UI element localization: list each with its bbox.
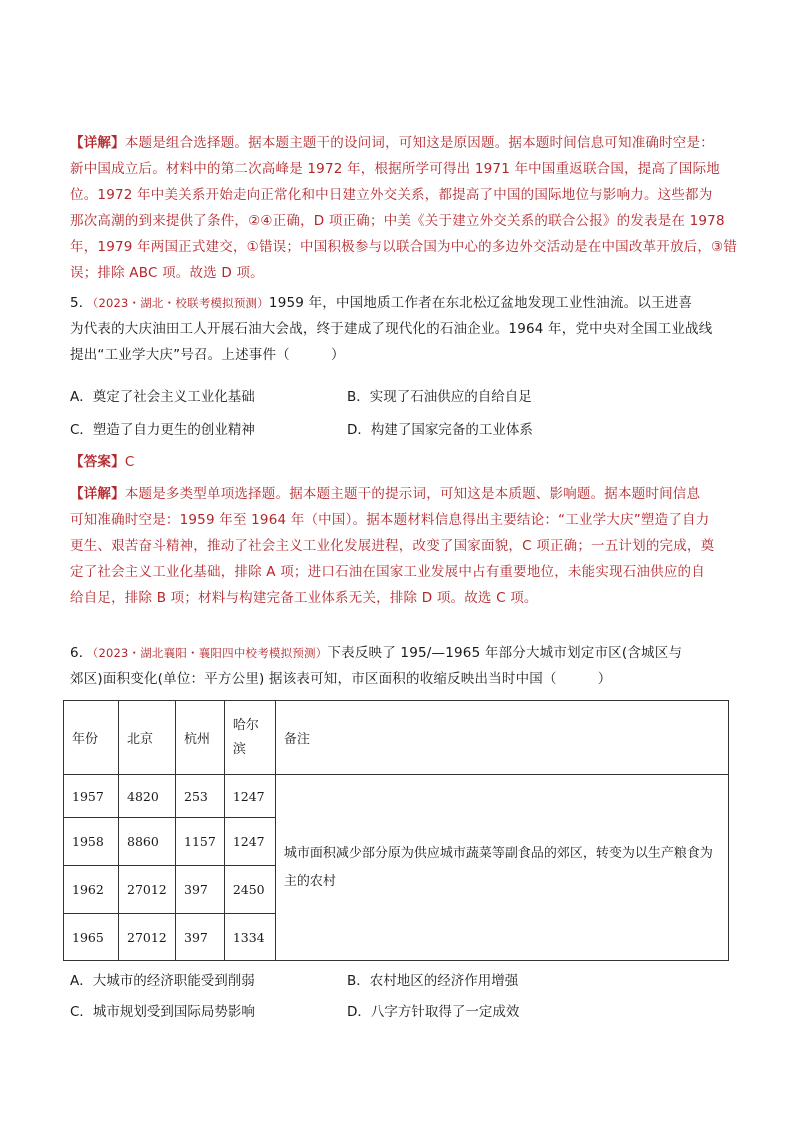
detail-text: 误；排除 ABC 项。故选 D 项。	[70, 265, 264, 281]
q6-options-row2	[70, 999, 730, 1025]
question-number: 5．	[70, 295, 93, 311]
table-cell: 2450	[224, 866, 275, 914]
table-cell: 397	[176, 914, 225, 961]
detail-tag: 【详解】	[70, 486, 125, 502]
table-cell: 8860	[119, 818, 176, 866]
table-cell: 397	[176, 866, 225, 914]
table-row	[64, 775, 729, 818]
table-header-cell: 杭州	[176, 701, 225, 775]
detail-text: 给自足，排除 B 项；材料与构建完备工业体系无关，排除 D 项。故选 C 项。	[70, 590, 538, 606]
table-cell: 1957	[64, 775, 119, 818]
area-table	[63, 700, 729, 961]
q5-detail	[70, 481, 730, 611]
table-cell: 1962	[64, 866, 119, 914]
detail-text: 那次高潮的到来提供了条件，②④正确，D 项正确；中美《关于建立外交关系的联合公报》的发表是在 1978	[70, 213, 725, 229]
detail-text: 位。1972 年中美关系开始走向正常化和中日建立外交关系，都提高了中国的国际地位与影响力。这些都为	[70, 187, 713, 203]
question-source: （2023・湖北襄阳・襄阳四中校考模拟预测）	[92, 646, 328, 660]
q5-options-row2	[70, 417, 730, 443]
detail-text: 定了社会主义工业化基础，排除 A 项；进口石油在国家工业发展中占有重要地位，未能实现石油供应的自	[70, 564, 705, 580]
detail-tag: 【详解】	[70, 135, 125, 151]
table-cell: 1958	[64, 818, 119, 866]
q4-detail	[70, 130, 738, 286]
question-text: 下表反映了 195/—1965 年部分大城市划定市区(含城区与	[327, 645, 683, 661]
option-a[interactable]: A．大城市的经济职能受到削弱	[70, 973, 255, 989]
table-cell: 1247	[224, 775, 275, 818]
question-number: 6．	[70, 645, 93, 661]
q5-options-row1	[70, 384, 730, 410]
table-header-cell: 备注	[275, 701, 728, 775]
option-b[interactable]: B．实现了石油供应的自给自足	[347, 389, 532, 405]
table-header-cell: 北京	[119, 701, 176, 775]
table-header-cell: 哈尔滨	[224, 701, 275, 775]
option-c[interactable]: C．城市规划受到国际局势影响	[70, 1004, 255, 1020]
answer-tag: 【答案】	[70, 454, 125, 470]
option-d[interactable]: D．八字方针取得了一定成效	[347, 1004, 520, 1020]
table-remark: 城市面积减少部分原为供应城市蔬菜等副食品的郊区，转变为以生产粮食为主的农村	[275, 775, 728, 961]
answer-value: C	[124, 454, 135, 470]
detail-text: 新中国成立后。材料中的第二次高峰是 1972 年，根据所学可得出 1971 年中国重返联合国，提高了国际地	[70, 161, 720, 177]
table-cell: 27012	[119, 914, 176, 961]
q6-options-row1	[70, 968, 730, 994]
q5-stem	[70, 290, 730, 368]
question-text: 为代表的大庆油田工人开展石油大会战，终于建成了现代化的石油企业。1964 年，党中央对全国工业战线	[70, 321, 713, 337]
table-cell: 4820	[119, 775, 176, 818]
q6-stem	[70, 640, 730, 692]
table-cell: 253	[176, 775, 225, 818]
table-cell: 1965	[64, 914, 119, 961]
detail-text: 本题是组合选择题。据本题主题干的设问词，可知这是原因题。据本题时间信息可知准确时空是：	[124, 135, 714, 151]
detail-text: 年，1979 年两国正式建交，①错误；中国积极参与以联合国为中心的多边外交活动是在中国改革开放后，③错	[70, 239, 738, 255]
table-cell: 1157	[176, 818, 225, 866]
detail-text: 更生、艰苦奋斗精神，推动了社会主义工业化发展进程，改变了国家面貌，C 项正确；一五计划的完成，奠	[70, 538, 715, 554]
q5-answer	[70, 449, 730, 475]
question-text: 1959 年，中国地质工作者在东北松辽盆地发现工业性油流。以王进喜	[268, 295, 693, 311]
table-header-cell: 年份	[64, 701, 119, 775]
detail-text: 本题是多类型单项选择题。据本题主题干的提示词，可知这是本质题、影响题。据本题时间信息	[124, 486, 701, 502]
detail-text: 可知准确时空是：1959 年至 1964 年（中国）。据本题材料信息得出主要结论：“工业学大庆”塑造了自力	[70, 512, 710, 528]
table-cell: 1334	[224, 914, 275, 961]
question-text: 郊区)面积变化(单位：平方公里) 据该表可知，市区面积的收缩反映出当时中国（ ）	[70, 671, 612, 687]
table-header-row	[64, 701, 729, 775]
table-cell: 1247	[224, 818, 275, 866]
option-d[interactable]: D．构建了国家完备的工业体系	[347, 422, 533, 438]
option-b[interactable]: B．农村地区的经济作用增强	[347, 973, 519, 989]
question-text: 提出“工业学大庆”号召。上述事件（ ）	[70, 347, 345, 363]
question-source: （2023・湖北・校联考模拟预测）	[92, 296, 269, 310]
table-cell: 27012	[119, 866, 176, 914]
option-c[interactable]: C．塑造了自力更生的创业精神	[70, 422, 255, 438]
option-a[interactable]: A．奠定了社会主义工业化基础	[70, 389, 255, 405]
